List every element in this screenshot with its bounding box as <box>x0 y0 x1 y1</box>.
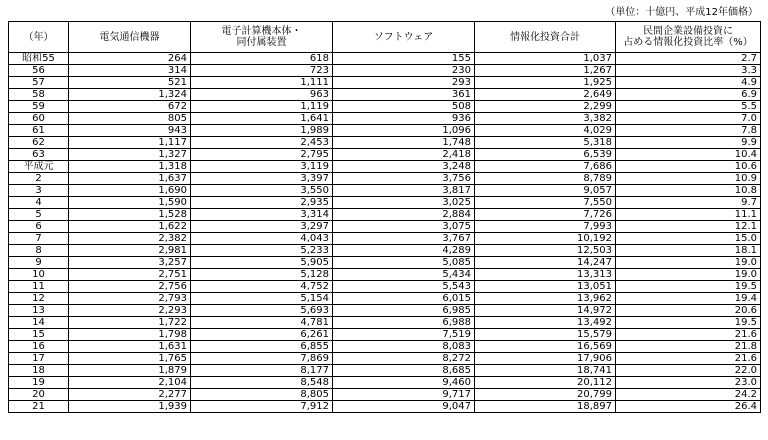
software-cell: 155 <box>333 53 475 65</box>
year-cell: 9 <box>9 257 69 269</box>
table-row <box>9 389 761 401</box>
it-investment-total-cell: 20,112 <box>475 377 616 389</box>
year-cell: 62 <box>9 137 69 149</box>
computers-cell: 8,805 <box>191 389 333 401</box>
it-investment-ratio-cell: 10.9 <box>616 173 761 185</box>
telecom-equipment-cell: 2,756 <box>69 281 191 293</box>
year-cell: 17 <box>9 353 69 365</box>
it-investment-total-cell: 16,569 <box>475 341 616 353</box>
it-investment-ratio-cell: 18.1 <box>616 245 761 257</box>
computers-cell: 723 <box>191 65 333 77</box>
year-cell: 20 <box>9 389 69 401</box>
it-investment-total-cell: 12,503 <box>475 245 616 257</box>
software-cell: 230 <box>333 65 475 77</box>
telecom-equipment-cell: 1,622 <box>69 221 191 233</box>
year-cell: 8 <box>9 245 69 257</box>
table-row <box>9 137 761 149</box>
year-cell: 2 <box>9 173 69 185</box>
software-cell: 3,817 <box>333 185 475 197</box>
year-cell: 58 <box>9 89 69 101</box>
software-cell: 5,434 <box>333 269 475 281</box>
year-cell: 12 <box>9 293 69 305</box>
telecom-equipment-cell: 1,722 <box>69 317 191 329</box>
it-investment-total-cell: 7,550 <box>475 197 616 209</box>
computers-cell: 4,752 <box>191 281 333 293</box>
computers-cell: 3,314 <box>191 209 333 221</box>
software-cell: 9,717 <box>333 389 475 401</box>
it-investment-ratio-cell: 6.9 <box>616 89 761 101</box>
table-row <box>9 53 761 65</box>
computers-cell: 2,453 <box>191 137 333 149</box>
telecom-equipment-cell: 1,798 <box>69 329 191 341</box>
year-cell: 4 <box>9 197 69 209</box>
telecom-equipment-cell: 264 <box>69 53 191 65</box>
it-investment-total-cell: 14,247 <box>475 257 616 269</box>
computers-cell: 6,261 <box>191 329 333 341</box>
it-investment-ratio-cell: 7.8 <box>616 125 761 137</box>
it-investment-ratio-cell: 23.0 <box>616 377 761 389</box>
column-header-year: （年） <box>9 22 69 53</box>
table-row <box>9 341 761 353</box>
telecom-equipment-cell: 1,879 <box>69 365 191 377</box>
computers-cell: 1,111 <box>191 77 333 89</box>
header-row <box>9 22 761 53</box>
it-investment-total-cell: 17,906 <box>475 353 616 365</box>
it-investment-total-cell: 8,789 <box>475 173 616 185</box>
it-investment-ratio-cell: 2.7 <box>616 53 761 65</box>
telecom-equipment-cell: 1,318 <box>69 161 191 173</box>
year-cell: 平成元 <box>9 161 69 173</box>
computers-cell: 963 <box>191 89 333 101</box>
software-cell: 1,096 <box>333 125 475 137</box>
it-investment-ratio-cell: 10.6 <box>616 161 761 173</box>
table-row <box>9 101 761 113</box>
year-cell: 3 <box>9 185 69 197</box>
it-investment-ratio-cell: 19.4 <box>616 293 761 305</box>
computers-cell: 4,781 <box>191 317 333 329</box>
telecom-equipment-cell: 1,327 <box>69 149 191 161</box>
software-cell: 1,748 <box>333 137 475 149</box>
software-cell: 508 <box>333 101 475 113</box>
column-header-computers: 電子計算機本体・ 同付属装置 <box>191 22 333 53</box>
computers-cell: 5,154 <box>191 293 333 305</box>
computers-cell: 6,855 <box>191 341 333 353</box>
telecom-equipment-cell: 2,104 <box>69 377 191 389</box>
year-cell: 15 <box>9 329 69 341</box>
table-row <box>9 245 761 257</box>
computers-cell: 8,548 <box>191 377 333 389</box>
table-row <box>9 209 761 221</box>
unit-note: （単位：十億円、平成12年価格） <box>605 7 758 18</box>
year-cell: 18 <box>9 365 69 377</box>
telecom-equipment-cell: 1,324 <box>69 89 191 101</box>
it-investment-ratio-cell: 21.6 <box>616 329 761 341</box>
it-investment-total-cell: 13,962 <box>475 293 616 305</box>
table-row <box>9 281 761 293</box>
it-investment-ratio-cell: 19.0 <box>616 269 761 281</box>
it-investment-ratio-cell: 20.6 <box>616 305 761 317</box>
it-investment-total-cell: 18,741 <box>475 365 616 377</box>
year-cell: 21 <box>9 401 69 413</box>
telecom-equipment-cell: 521 <box>69 77 191 89</box>
it-investment-ratio-cell: 22.0 <box>616 365 761 377</box>
software-cell: 2,884 <box>333 209 475 221</box>
telecom-equipment-cell: 672 <box>69 101 191 113</box>
it-investment-total-cell: 7,726 <box>475 209 616 221</box>
telecom-equipment-cell: 943 <box>69 125 191 137</box>
it-investment-total-cell: 10,192 <box>475 233 616 245</box>
column-header-telecom-equipment: 電気通信機器 <box>69 22 191 53</box>
table-row <box>9 125 761 137</box>
table-row <box>9 221 761 233</box>
table-row <box>9 293 761 305</box>
it-investment-ratio-cell: 9.7 <box>616 197 761 209</box>
computers-cell: 3,297 <box>191 221 333 233</box>
table-row <box>9 113 761 125</box>
table-row <box>9 89 761 101</box>
telecom-equipment-cell: 1,765 <box>69 353 191 365</box>
column-header-software: ソフトウェア <box>333 22 475 53</box>
it-investment-total-cell: 7,686 <box>475 161 616 173</box>
telecom-equipment-cell: 3,257 <box>69 257 191 269</box>
telecom-equipment-cell: 2,793 <box>69 293 191 305</box>
year-cell: 昭和55 <box>9 53 69 65</box>
telecom-equipment-cell: 1,939 <box>69 401 191 413</box>
it-investment-total-cell: 7,993 <box>475 221 616 233</box>
software-cell: 8,272 <box>333 353 475 365</box>
table-row <box>9 317 761 329</box>
it-investment-ratio-cell: 7.0 <box>616 113 761 125</box>
year-cell: 16 <box>9 341 69 353</box>
table-row <box>9 173 761 185</box>
software-cell: 7,519 <box>333 329 475 341</box>
column-header-it-investment-ratio: 民間企業設備投資に 占める情報化投資比率（%） <box>616 22 761 53</box>
it-investment-total-cell: 13,051 <box>475 281 616 293</box>
software-cell: 3,756 <box>333 173 475 185</box>
telecom-equipment-cell: 1,117 <box>69 137 191 149</box>
software-cell: 8,083 <box>333 341 475 353</box>
software-cell: 6,015 <box>333 293 475 305</box>
it-investment-total-cell: 15,579 <box>475 329 616 341</box>
year-cell: 61 <box>9 125 69 137</box>
year-cell: 56 <box>9 65 69 77</box>
it-investment-ratio-cell: 11.1 <box>616 209 761 221</box>
software-cell: 9,460 <box>333 377 475 389</box>
telecom-equipment-cell: 2,293 <box>69 305 191 317</box>
computers-cell: 7,912 <box>191 401 333 413</box>
computers-cell: 3,397 <box>191 173 333 185</box>
software-cell: 3,075 <box>333 221 475 233</box>
computers-cell: 618 <box>191 53 333 65</box>
table-row <box>9 77 761 89</box>
table-row <box>9 305 761 317</box>
investment-table <box>8 21 761 413</box>
table-row <box>9 365 761 377</box>
table-row <box>9 377 761 389</box>
it-investment-total-cell: 2,299 <box>475 101 616 113</box>
year-cell: 14 <box>9 317 69 329</box>
software-cell: 3,767 <box>333 233 475 245</box>
table-body <box>9 53 761 413</box>
year-cell: 5 <box>9 209 69 221</box>
computers-cell: 1,641 <box>191 113 333 125</box>
it-investment-total-cell: 14,972 <box>475 305 616 317</box>
software-cell: 3,025 <box>333 197 475 209</box>
computers-cell: 2,795 <box>191 149 333 161</box>
it-investment-ratio-cell: 26.4 <box>616 401 761 413</box>
it-investment-total-cell: 4,029 <box>475 125 616 137</box>
it-investment-total-cell: 1,267 <box>475 65 616 77</box>
table-row <box>9 353 761 365</box>
telecom-equipment-cell: 314 <box>69 65 191 77</box>
year-cell: 19 <box>9 377 69 389</box>
it-investment-ratio-cell: 9.9 <box>616 137 761 149</box>
it-investment-total-cell: 6,539 <box>475 149 616 161</box>
table-row <box>9 197 761 209</box>
table-row <box>9 233 761 245</box>
computers-cell: 7,869 <box>191 353 333 365</box>
it-investment-ratio-cell: 4.9 <box>616 77 761 89</box>
software-cell: 5,543 <box>333 281 475 293</box>
computers-cell: 8,177 <box>191 365 333 377</box>
it-investment-total-cell: 5,318 <box>475 137 616 149</box>
it-investment-ratio-cell: 10.4 <box>616 149 761 161</box>
software-cell: 293 <box>333 77 475 89</box>
it-investment-ratio-cell: 19.5 <box>616 281 761 293</box>
computers-cell: 3,550 <box>191 185 333 197</box>
computers-cell: 1,989 <box>191 125 333 137</box>
year-cell: 10 <box>9 269 69 281</box>
software-cell: 8,685 <box>333 365 475 377</box>
computers-cell: 5,233 <box>191 245 333 257</box>
table-row <box>9 149 761 161</box>
it-investment-ratio-cell: 10.8 <box>616 185 761 197</box>
year-cell: 6 <box>9 221 69 233</box>
table-row <box>9 65 761 77</box>
computers-cell: 3,119 <box>191 161 333 173</box>
it-investment-total-cell: 1,925 <box>475 77 616 89</box>
column-header-it-investment-total: 情報化投資合計 <box>475 22 616 53</box>
it-investment-ratio-cell: 24.2 <box>616 389 761 401</box>
software-cell: 9,047 <box>333 401 475 413</box>
table-row <box>9 161 761 173</box>
it-investment-total-cell: 9,057 <box>475 185 616 197</box>
it-investment-total-cell: 13,313 <box>475 269 616 281</box>
table-row <box>9 269 761 281</box>
software-cell: 2,418 <box>333 149 475 161</box>
table-row <box>9 185 761 197</box>
telecom-equipment-cell: 2,751 <box>69 269 191 281</box>
year-cell: 13 <box>9 305 69 317</box>
it-investment-total-cell: 1,037 <box>475 53 616 65</box>
telecom-equipment-cell: 1,590 <box>69 197 191 209</box>
computers-cell: 1,119 <box>191 101 333 113</box>
it-investment-ratio-cell: 19.0 <box>616 257 761 269</box>
table-row <box>9 257 761 269</box>
computers-cell: 5,905 <box>191 257 333 269</box>
computers-cell: 5,693 <box>191 305 333 317</box>
telecom-equipment-cell: 2,277 <box>69 389 191 401</box>
telecom-equipment-cell: 2,382 <box>69 233 191 245</box>
software-cell: 361 <box>333 89 475 101</box>
software-cell: 6,988 <box>333 317 475 329</box>
it-investment-ratio-cell: 3.3 <box>616 65 761 77</box>
software-cell: 6,985 <box>333 305 475 317</box>
year-cell: 7 <box>9 233 69 245</box>
it-investment-total-cell: 20,799 <box>475 389 616 401</box>
telecom-equipment-cell: 1,528 <box>69 209 191 221</box>
year-cell: 57 <box>9 77 69 89</box>
it-investment-total-cell: 13,492 <box>475 317 616 329</box>
software-cell: 5,085 <box>333 257 475 269</box>
year-cell: 59 <box>9 101 69 113</box>
it-investment-ratio-cell: 21.6 <box>616 353 761 365</box>
telecom-equipment-cell: 805 <box>69 113 191 125</box>
software-cell: 3,248 <box>333 161 475 173</box>
telecom-equipment-cell: 2,981 <box>69 245 191 257</box>
computers-cell: 5,128 <box>191 269 333 281</box>
telecom-equipment-cell: 1,631 <box>69 341 191 353</box>
telecom-equipment-cell: 1,637 <box>69 173 191 185</box>
it-investment-ratio-cell: 21.8 <box>616 341 761 353</box>
year-cell: 11 <box>9 281 69 293</box>
software-cell: 4,289 <box>333 245 475 257</box>
year-cell: 63 <box>9 149 69 161</box>
telecom-equipment-cell: 1,690 <box>69 185 191 197</box>
table-row <box>9 329 761 341</box>
it-investment-total-cell: 3,382 <box>475 113 616 125</box>
it-investment-ratio-cell: 15.0 <box>616 233 761 245</box>
year-cell: 60 <box>9 113 69 125</box>
computers-cell: 4,043 <box>191 233 333 245</box>
software-cell: 936 <box>333 113 475 125</box>
it-investment-ratio-cell: 12.1 <box>616 221 761 233</box>
table-row <box>9 401 761 413</box>
it-investment-ratio-cell: 5.5 <box>616 101 761 113</box>
it-investment-total-cell: 18,897 <box>475 401 616 413</box>
it-investment-total-cell: 2,649 <box>475 89 616 101</box>
it-investment-ratio-cell: 19.5 <box>616 317 761 329</box>
computers-cell: 2,935 <box>191 197 333 209</box>
